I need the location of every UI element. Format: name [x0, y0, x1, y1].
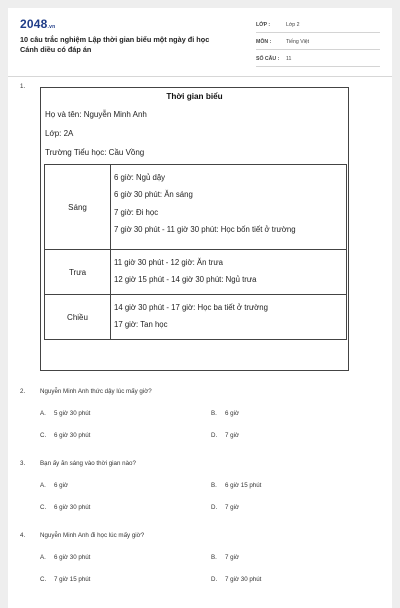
option-text: 7 giờ — [225, 504, 240, 511]
meta-value: 11 — [286, 56, 292, 62]
meta-row-count — [256, 52, 380, 67]
question-text: Nguyễn Minh Anh thức dậy lúc mấy giờ? — [40, 388, 152, 395]
option-label: B. — [211, 554, 217, 561]
option-label: D. — [211, 432, 218, 439]
meta-row-class — [256, 18, 380, 33]
option-label: C. — [40, 504, 47, 511]
option-label: D. — [211, 576, 218, 583]
question-text: Nguyễn Minh Anh đi học lúc mấy giờ? — [40, 532, 145, 539]
activity: 7 giờ 30 phút - 11 giờ 30 phút: Học bốn tiết ở trường — [114, 224, 296, 234]
option-text: 6 giờ — [54, 482, 69, 489]
meta-key: LỚP : — [256, 22, 271, 28]
option-text: 6 giờ 30 phút — [54, 554, 91, 561]
schedule-row-morning — [45, 165, 346, 250]
activity: 6 giờ 30 phút: Ăn sáng — [114, 190, 193, 200]
period-label: Trưa — [45, 250, 111, 294]
question-number: 3. — [20, 460, 26, 467]
option-text: 5 giờ 30 phút — [54, 410, 91, 417]
document-title — [20, 35, 245, 55]
option-d[interactable] — [211, 504, 239, 511]
schedule-row-noon — [45, 250, 346, 295]
option-label: B. — [211, 410, 217, 417]
activity: 11 giờ 30 phút - 12 giờ: Ăn trưa — [114, 258, 223, 267]
period-label: Chiều — [45, 295, 111, 339]
option-text: 6 giờ 15 phút — [225, 482, 262, 489]
student-name: Họ và tên: Nguyễn Minh Anh — [45, 110, 147, 119]
option-c[interactable] — [40, 504, 90, 511]
activity: 14 giờ 30 phút - 17 giờ: Học ba tiết ở trường — [114, 303, 268, 312]
option-text: 6 giờ 30 phút — [54, 504, 91, 511]
option-text: 7 giờ — [225, 554, 240, 561]
meta-key: SỐ CÂU : — [256, 56, 280, 62]
logo-suffix: .vn — [47, 24, 56, 30]
question-number: 1. — [20, 83, 26, 90]
meta-value: Lớp 2 — [286, 22, 300, 28]
option-text: 7 giờ 30 phút — [225, 576, 262, 583]
document-meta — [256, 18, 380, 69]
question-number: 2. — [20, 388, 26, 395]
option-a[interactable] — [40, 554, 90, 561]
option-label: A. — [40, 554, 46, 561]
activities — [111, 250, 346, 294]
option-d[interactable] — [211, 432, 239, 439]
activity: 6 giờ: Ngủ dậy — [114, 173, 166, 182]
option-b[interactable] — [211, 554, 239, 561]
activities — [111, 295, 346, 339]
option-text: 6 giờ — [225, 410, 240, 417]
option-text: 7 giờ 15 phút — [54, 576, 91, 583]
option-b[interactable] — [211, 482, 261, 489]
option-label: C. — [40, 432, 47, 439]
question-number: 4. — [20, 532, 26, 539]
activity: 12 giờ 15 phút - 14 giờ 30 phút: Ngủ trưa — [114, 275, 257, 285]
option-b[interactable] — [211, 410, 239, 417]
student-school: Trường Tiểu học: Cầu Vồng — [45, 148, 145, 157]
meta-value: Tiếng Việt — [286, 39, 310, 45]
option-a[interactable] — [40, 410, 90, 417]
timetable — [40, 87, 349, 371]
document-title-line-2: Cánh diều có đáp án — [20, 45, 92, 54]
schedule-table — [44, 164, 347, 340]
option-label: A. — [40, 410, 46, 417]
student-class: Lớp: 2A — [45, 129, 74, 138]
page-header — [8, 8, 392, 70]
option-c[interactable] — [40, 576, 90, 583]
worksheet-page — [8, 8, 392, 608]
meta-key: MÔN : — [256, 39, 272, 45]
activity: 17 giờ: Tan học — [114, 320, 168, 330]
option-label: A. — [40, 482, 46, 489]
option-label: C. — [40, 576, 47, 583]
option-d[interactable] — [211, 576, 261, 583]
meta-row-subject — [256, 35, 380, 50]
option-c[interactable] — [40, 432, 90, 439]
option-a[interactable] — [40, 482, 68, 489]
option-label: B. — [211, 482, 217, 489]
document-title-line-1: 10 câu trắc nghiệm Lập thời gian biểu một ngày đi học — [20, 35, 210, 44]
activity: 7 giờ: Đi học — [114, 207, 159, 217]
site-logo[interactable] — [20, 17, 55, 31]
header-divider — [8, 76, 392, 77]
option-text: 6 giờ 30 phút — [54, 432, 91, 439]
schedule-row-afternoon — [45, 295, 346, 339]
activities — [111, 165, 346, 249]
logo-text: 2048 — [20, 17, 48, 31]
period-label: Sáng — [45, 165, 111, 249]
option-text: 7 giờ — [225, 432, 240, 439]
question-text: Bạn ấy ăn sáng vào thời gian nào? — [40, 460, 136, 467]
timetable-title: Thời gian biểu — [166, 92, 223, 101]
option-label: D. — [211, 504, 218, 511]
